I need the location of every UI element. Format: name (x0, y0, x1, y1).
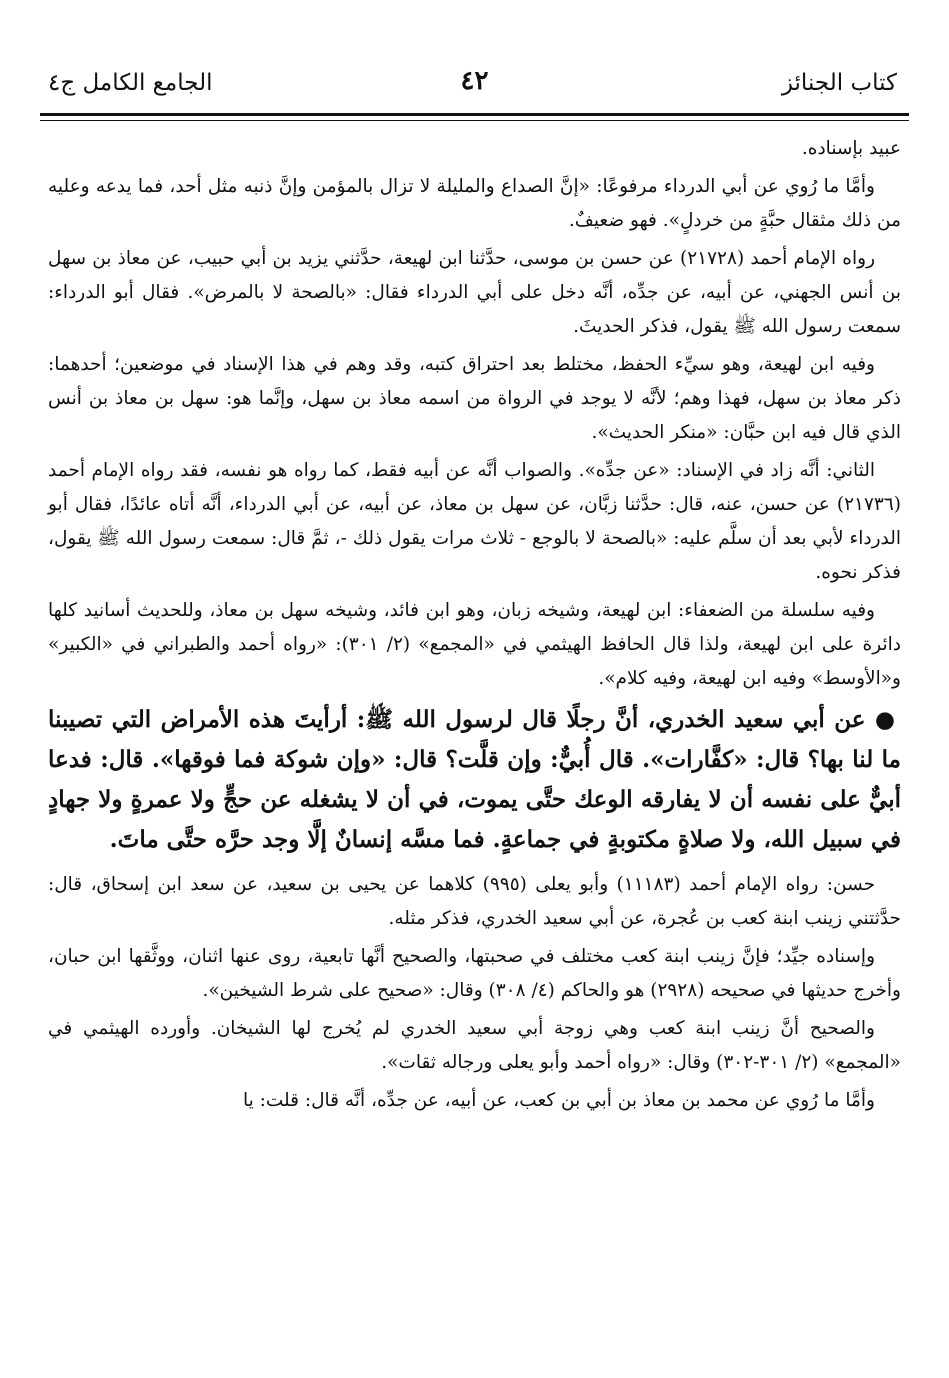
paragraph: الثاني: أنَّه زاد في الإسناد: «عن جدِّه». والصواب أنَّه عن أبيه فقط، كما رواه هو نفسه، فقد رواه الإمام أحمد (٢١٧٣٦) عن حسن، عنه، قال: حدَّثنا زبَّان، عن سهل بن معاذ، عن أبيه، عن أبي الدرداء، أنَّه أتاه عائدًا، فقال أبو الدرداء لأبي بعد أن سلَّم عليه: «بالصحة لا بالوجع - ثلاث مرات يقول ذلك -، ثمَّ قال: سمعت رسول الله ﷺ يقول، فذكر نحوه. (48, 460, 901, 583)
paragraph: وأمَّا ما رُوي عن محمد بن معاذ بن أبي بن كعب، عن أبيه، عن جدِّه، أنَّه قال: قلت: يا (242, 1090, 875, 1111)
page-number: ٤٢ (460, 66, 489, 96)
paragraph: رواه الإمام أحمد (٢١٧٢٨) عن حسن بن موسى، حدَّثنا ابن لهيعة، حدَّثني يزيد بن أبي حبيب، عن معاذ بن سهل بن أنس الجهني، عن أبيه، عن جدِّه، أنَّه دخل على أبي الدرداء فقال: «بالصحة لا بالمرض». فقال أبو الدرداء: سمعت رسول الله ﷺ يقول، فذكر الحديثَ. (48, 248, 901, 337)
paragraph: وفيه ابن لهيعة، وهو سيِّء الحفظ، مختلط بعد احتراق كتبه، وقد وهم في هذا الإسناد في موضعين؛ أحدهما: ذكر معاذ بن سهل، فهذا وهم؛ لأنَّه لا يوجد في الرواة من اسمه معاذ بن سهل، وإنَّما هو: سهل بن معاذ بن أنس الذي قال فيه ابن حبَّان: «منكر الحديث». (48, 354, 901, 443)
paragraph: وأمَّا ما رُوي عن أبي الدرداء مرفوعًا: «إنَّ الصداع والمليلة لا تزال بالمؤمن وإنَّ ذنبه مثل أحد، فما يدعه وعليه من ذلك مثقال حبَّةٍ من خردلٍ». فهو ضعيفٌ. (48, 176, 901, 231)
paragraph: عبيد بإسناده. (801, 138, 901, 159)
paragraph: حسن: رواه الإمام أحمد (١١١٨٣) وأبو يعلى (٩٩٥) كلاهما عن يحيى بن سعيد، عن سعد ابن إسحاق، قال: حدَّثتني زينب ابنة كعب بن عُجرة، عن أبي سعيد الخدري، فذكر مثله. (48, 874, 901, 929)
section-title: كتاب الجنائز (781, 70, 897, 96)
paragraph: وإسناده جيِّد؛ فإنَّ زينب ابنة كعب مختلف في صحبتها، والصحيح أنَّها تابعية، روى عنها اثنان، ووثَّقها ابن حبان، وأخرج حديثها في صحيحه (٢٩٢٨) هو والحاكم (٤/ ٣٠٨) وقال: «صحيح على شرط الشيخين». (48, 946, 901, 1001)
page-body (48, 132, 901, 1122)
book-title: الجامع الكامل ج٤ (48, 70, 213, 96)
page-header (40, 62, 909, 112)
paragraph: وفيه سلسلة من الضعفاء: ابن لهيعة، وشيخه زبان، وهو ابن فائد، وشيخه سهل بن معاذ، وللحديث أسانيد كلها دائرة على ابن لهيعة، ولذا قال الحافظ الهيثمي في «المجمع» (٢/ ٣٠١): «رواه أحمد والطبراني في «الكبير» و«الأوسط» وفيه ابن لهيعة، وفيه كلام». (48, 600, 901, 689)
paragraph: والصحيح أنَّ زينب ابنة كعب وهي زوجة أبي سعيد الخدري لم يُخرج لها الشيخان. وأورده الهيثمي في «المجمع» (٢/ ٣٠١-٣٠٢) وقال: «رواه أحمد وأبو يعلى ورجاله ثقات». (48, 1018, 901, 1073)
header-rule-thick (40, 113, 909, 116)
hadith-text: ● عن أبي سعيد الخدري، أنَّ رجلًا قال لرسول الله ﷺ: أرأيتَ هذه الأمراض التي تصيبنا ما لنا بها؟ قال: «كفَّارات». قال أُبيٌّ: وإن قلَّت؟ قال: «وإن شوكة فما فوقها». قال: فدعا أبيٌّ على نفسه أن لا يفارقه الوعك حتَّى يموت، في أن لا يشغله عن حجٍّ ولا عمرةٍ ولا جهادٍ في سبيل الله، ولا صلاةٍ مكتوبةٍ في جماعةٍ. فما مسَّه إنسانٌ إلَّا وجد حرَّه حتَّى ماتَ. (48, 706, 901, 853)
header-rule-thin (40, 120, 909, 121)
